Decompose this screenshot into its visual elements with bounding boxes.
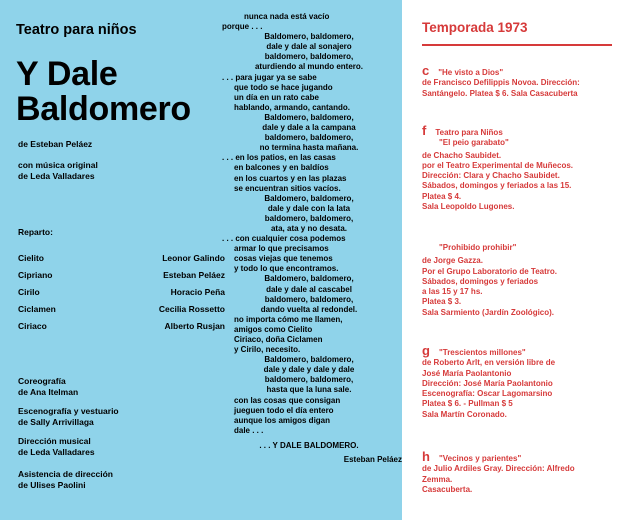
poem-line: Baldomero, baldomero, [264, 32, 354, 42]
entry-line: Platea $ 4. [422, 191, 462, 201]
poem-line: cosas viejas que tenemos [234, 254, 333, 264]
music-credit-line1: con música original [18, 160, 98, 170]
poem-line: se encuentran sitios vacíos. [234, 183, 341, 193]
cast-role: Cirilo [18, 287, 40, 297]
entry-line: Platea $ 6. - Pullman $ 5 [422, 399, 513, 409]
entry-line: de Roberto Arlt, en versión libre de [422, 358, 556, 368]
credit-assistant-name: de Ulises Paolini [18, 480, 86, 490]
poem-line: . . . con cualquier cosa podemos [222, 234, 346, 244]
poem-signature: Esteban Peláez [343, 455, 402, 465]
poem-line: y Cirilo, necesito. [234, 345, 301, 355]
music-credit-line2: de Leda Valladares [18, 171, 95, 181]
entry-title: "He visto a Dios" [438, 68, 504, 77]
author-credit: de Esteban Peláez [18, 139, 93, 149]
poem-line: dale y dale al cascabel [266, 284, 352, 294]
entry-line: de Francisco Defilippis Novoa. Dirección: [422, 78, 580, 88]
poem-line: que todo se hace jugando [234, 82, 333, 92]
season-entry-c [422, 63, 580, 99]
poem-line: Baldomero, baldomero, [264, 274, 354, 284]
poem-line: . . . en los patios, en las casas [222, 153, 336, 163]
credit-choreography: Coreografía [18, 376, 66, 386]
poem-text [222, 12, 402, 465]
poem-line: con las cosas que consigan [234, 395, 341, 405]
cast-role: Ciclamen [18, 304, 56, 314]
poem-line: baldomero, baldomero, [264, 294, 354, 304]
poem-line: jueguen todo el día entero [234, 405, 334, 415]
poem-line: porque . . . [222, 22, 263, 32]
title-underline [422, 44, 612, 46]
poem-line: Baldomero, baldomero, [264, 112, 354, 122]
entry-line: de Julio Ardiles Gray. Dirección: Alfredo [422, 464, 575, 474]
credit-scenography: Escenografía y vestuario [18, 406, 119, 416]
poem-line: dale y dale y dale y dale [263, 365, 355, 375]
poem-line: en los cuartos y en las plazas [234, 173, 347, 183]
entry-line: Zemma. [422, 474, 453, 484]
play-title-line1: Y Dale [16, 55, 118, 93]
poem-line: no termina hasta mañana. [259, 143, 359, 153]
poem-line: ata, ata y no desata. [270, 223, 348, 233]
poem-line: y todo lo que encontramos. [234, 264, 339, 274]
poem-line: dale y dale con la lata [267, 203, 351, 213]
poem-line: hablando, armando, cantando. [234, 102, 351, 112]
poem-line: amigos como Cielito [234, 324, 313, 334]
cast-role: Cipriano [18, 270, 53, 280]
entry-line: Por el Grupo Laboratorio de Teatro. [422, 266, 557, 276]
entry-letter: h [422, 449, 430, 464]
entry-line: a las 15 y 17 hs. [422, 287, 483, 297]
entry-line: Santángelo. Platea $ 6. Sala Casacuberta [422, 88, 578, 98]
poem-line: dale y dale a la campana [262, 123, 356, 133]
credit-choreography-name: de Ana Itelman [18, 387, 79, 397]
section-header: Teatro para niños [16, 22, 137, 38]
poem-line: . . . Y DALE BALDOMERO. [259, 440, 359, 450]
entry-letter: g [422, 343, 430, 358]
poem-line: un día en un rato cabe [234, 92, 319, 102]
cast-role: Cielito [18, 253, 44, 263]
season-entry-f [422, 123, 573, 212]
poem-line: Baldomero, baldomero, [264, 355, 354, 365]
entry-line: Escenografía: Oscar Lagomarsino [422, 389, 553, 399]
entry-line: Sala Martín Coronado. [422, 409, 507, 419]
play-title-line2: Baldomero [16, 90, 191, 128]
entry-line: por el Teatro Experimental de Muñecos. [422, 160, 573, 170]
entry-line: Dirección: José María Paolantonio [422, 378, 553, 388]
entry-line: José María Paolantonio [422, 368, 512, 378]
entry-line: Sala Leopoldo Lugones. [422, 202, 515, 212]
entry-line: Casacuberta. [422, 484, 473, 494]
credit-music-direction-name: de Leda Valladares [18, 447, 95, 457]
entry-line: Sábados, domingos y feriados a las 15. [422, 181, 572, 191]
entry-letter: c [422, 63, 430, 78]
entry-line: Dirección: Clara y Chacho Saubidet. [422, 171, 560, 181]
poem-line: . . . para jugar ya se sabe [222, 72, 317, 82]
poem-line: dando vuelta al redondel. [260, 304, 358, 314]
poem-line: Baldomero, baldomero, [264, 193, 354, 203]
entry-title: "Prohibido prohibir" [439, 243, 517, 252]
cast-actor: Horacio Peña [170, 287, 225, 297]
entry-title: "El peio garabato" [439, 138, 509, 148]
poem-line: baldomero, baldomero, [264, 375, 354, 385]
poem-line: no importa cómo me llamen, [234, 314, 343, 324]
credit-assistant: Asistencia de dirección [18, 469, 113, 479]
poem-line: baldomero, baldomero, [264, 133, 354, 143]
season-title: Temporada 1973 [422, 20, 528, 35]
cast-actor: Leonor Galindo [162, 253, 225, 263]
cast-actor: Esteban Peláez [163, 270, 225, 280]
entry-line: Sala Sarmiento (Jardín Zoológico). [422, 307, 555, 317]
cast-actor: Alberto Rusjan [164, 321, 225, 331]
entry-letter: f [422, 123, 427, 138]
poem-line: dale . . . [234, 425, 264, 435]
poem-line: aturdiendo al mundo entero. [254, 62, 363, 72]
entry-line: de Jorge Gazza. [422, 256, 483, 266]
poem-line: en balcones y en baldíos [234, 163, 329, 173]
entry-line: Platea $ 3. [422, 297, 462, 307]
poem-line: aunque los amigos digan [234, 415, 331, 425]
poem-line: nunca nada está vacío [244, 12, 330, 21]
poem-line: Ciriaco, doña Ciclamen [234, 335, 323, 344]
entry-title: "Vecinos y parientes" [438, 454, 522, 463]
entry-line: Sábados, domingos y feriados [422, 276, 539, 286]
entry-line: de Chacho Saubidet. [422, 150, 502, 160]
credit-music-direction: Dirección musical [18, 436, 91, 446]
cast-actor: Cecilia Rossetto [158, 304, 225, 314]
poem-line: dale y dale al sonajero [266, 42, 352, 52]
credit-scenography-name: de Sally Arrivillaga [18, 417, 94, 427]
poem-line: baldomero, baldomero, [264, 52, 354, 62]
entry-title: "Trescientos millones" [438, 348, 526, 357]
poem-line: armar lo que precisamos [234, 244, 329, 254]
season-entry-g [422, 343, 556, 420]
season-entry-prohibido [422, 243, 557, 318]
poem-line: hasta que la luna sale. [266, 385, 352, 395]
cast-label: Reparto: [18, 227, 53, 237]
cast-role: Ciriaco [18, 321, 47, 331]
poem-line: baldomero, baldomero, [264, 213, 354, 223]
entry-subtitle: Teatro para Niños [435, 128, 503, 137]
season-entry-h [422, 449, 575, 495]
